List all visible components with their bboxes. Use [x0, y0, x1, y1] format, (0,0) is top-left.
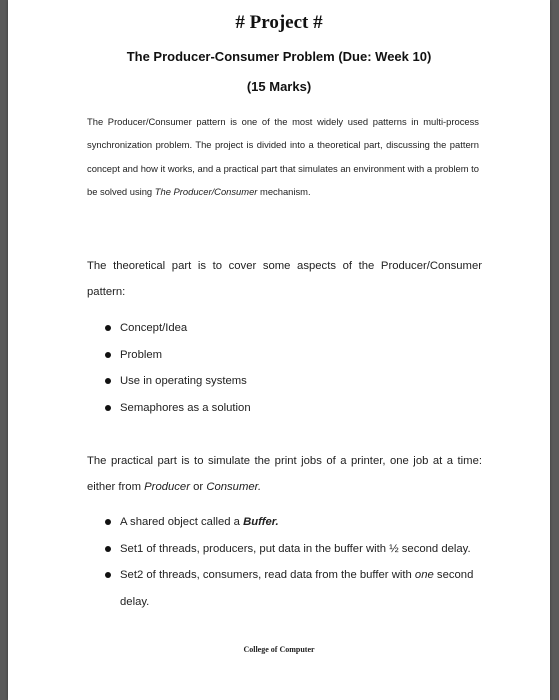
list-item-label: Semaphores as a solution	[120, 401, 251, 414]
list-item-label: Set1 of threads, producers, put data in the buffer with ½ second delay.	[120, 542, 471, 555]
intro-text-1: The Producer/Consumer pattern is one of the most widely used patterns in multi-process synchronization problem. The project is divided into a theoretical part, discussing the pattern concept and how it works, and a practical part that simulates an environment with a problem to be solved using	[87, 116, 479, 197]
list-item	[87, 368, 487, 395]
intro-emphasis: The Producer/Consumer	[154, 185, 258, 197]
buffer-term: Buffer.	[243, 516, 279, 528]
bullet-icon	[105, 572, 111, 578]
bullet-icon	[105, 546, 111, 552]
theoretical-paragraph: The theoretical part is to cover some aspects of the Producer/Consumer pattern:	[87, 260, 482, 298]
producer-term: Producer	[144, 481, 190, 493]
practical-text: The practical part is to simulate the print jobs of a printer, one job at a time: either from	[87, 455, 482, 493]
or-text: or	[189, 481, 207, 493]
intro-text-2: mechanism.	[257, 185, 311, 197]
page-footer: College of Computer	[243, 645, 315, 654]
consumer-term: Consumer.	[206, 481, 262, 493]
list-item-label: Problem	[120, 348, 163, 361]
list-item	[87, 536, 487, 563]
list-item	[87, 315, 487, 342]
project-subtitle: The Producer-Consumer Problem (Due: Week 10)	[126, 49, 432, 64]
list-item	[87, 342, 487, 369]
list-item-label: Set2 of threads, consumers, read data from the buffer with	[120, 569, 415, 581]
list-item	[87, 509, 487, 536]
bullet-icon	[105, 325, 111, 331]
practical-paragraph	[87, 448, 482, 500]
theoretical-list	[87, 315, 487, 421]
one-term: one	[414, 569, 434, 581]
list-item-label: Concept/Idea	[120, 322, 188, 334]
list-item	[87, 562, 487, 615]
list-item-label: A shared object called a	[120, 516, 244, 528]
bullet-icon	[105, 352, 111, 358]
list-item-label: Use in operating systems	[120, 375, 247, 387]
project-title: # Project #	[235, 12, 323, 33]
list-item	[87, 395, 487, 422]
document-page	[8, 0, 550, 700]
marks-label: (15 Marks)	[246, 79, 312, 94]
bullet-icon	[105, 405, 111, 411]
practical-list	[87, 509, 487, 615]
bullet-icon	[105, 378, 111, 384]
bullet-icon	[105, 519, 111, 525]
intro-paragraph	[87, 110, 479, 203]
list-item-suffix: second delay.	[120, 569, 474, 608]
